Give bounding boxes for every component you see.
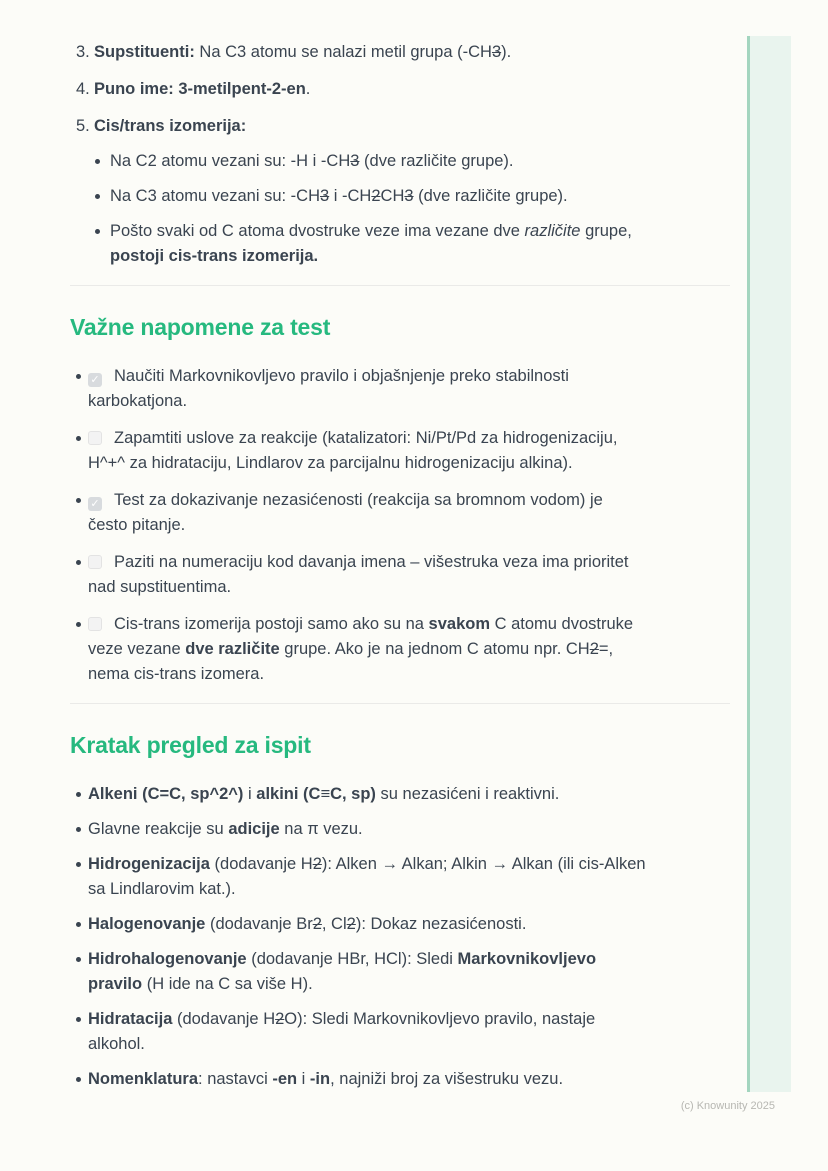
summary-item [76, 1007, 730, 1057]
section-divider [70, 703, 730, 704]
checklist-item [76, 612, 730, 687]
text-segment: 3 [320, 187, 330, 205]
item-text [94, 114, 730, 269]
sub-bullet-item [94, 149, 730, 174]
text-segment: -en [272, 1070, 298, 1088]
bullet-dot [76, 817, 88, 842]
text-segment: 2 [312, 915, 322, 933]
checklist-item [76, 364, 730, 414]
item-text [94, 77, 730, 102]
numbered-list [70, 40, 730, 269]
item-text [110, 219, 730, 269]
text-segment: Cis/trans izomerija: [94, 117, 247, 135]
item-text [88, 817, 730, 842]
text-segment: 3 [491, 43, 502, 61]
item-text [88, 612, 730, 687]
text-segment: nad supstituentima. [88, 578, 232, 596]
text-segment: Hidrogenizacija [88, 855, 210, 873]
sub-bullet-item [94, 184, 730, 209]
text-segment: (dodavanje H [172, 1010, 276, 1028]
footer-copyright: (c) Knowunity 2025 [680, 1100, 775, 1112]
text-segment: karbokatjona. [88, 392, 188, 410]
text-segment: ): Dokaz nezasićenosti. [355, 915, 527, 933]
summary-bullet-list [70, 782, 730, 1092]
bullet-dot [76, 852, 88, 902]
document-content [70, 40, 730, 1102]
text-segment: =, [598, 640, 614, 658]
text-segment: nema cis-trans izomera. [88, 665, 265, 683]
text-segment: na π vezu. [279, 820, 363, 838]
text-segment: Pošto svaki od C atoma dvostruke veze ima vezane dve [110, 222, 525, 240]
text-segment: alkohol. [88, 1035, 145, 1053]
item-number: 5. [76, 117, 90, 135]
text-segment: Test za dokazivanje nezasićenosti (reakcija sa bromnom vodom) je [114, 491, 603, 509]
item-text [88, 426, 730, 476]
text-segment: ): Alken → Alkan; Alkin → Alkan (ili cis-Alken [321, 855, 646, 873]
text-segment: Zapamtiti uslove za reakcije (katalizatori: Ni/Pt/Pd za hidrogenizaciju, [114, 429, 618, 447]
text-segment: grupe. Ako je na jednom C atomu npr. CH [279, 640, 590, 658]
text-segment: i [297, 1070, 310, 1088]
task-checkbox[interactable] [88, 431, 102, 445]
bullet-dot [76, 1067, 88, 1092]
bullet-dot [76, 426, 88, 476]
text-segment: Na C3 atomu se nalazi metil grupa (-CH [194, 43, 492, 61]
numbered-item [76, 40, 730, 65]
text-segment: 2 [589, 640, 599, 658]
numbered-item [76, 114, 730, 269]
text-segment: Cis-trans izomerija postoji samo ako su na [114, 615, 429, 633]
summary-item [76, 912, 730, 937]
bullet-dot [76, 1007, 88, 1057]
text-segment: Hidrohalogenovanje [88, 950, 247, 968]
text-segment: Supstituenti: [94, 43, 195, 61]
summary-item [76, 852, 730, 902]
item-number: 4. [76, 80, 90, 98]
item-text [88, 488, 730, 538]
text-segment: adicije [228, 820, 280, 838]
text-segment: su nezasićeni i reaktivni. [375, 785, 560, 803]
text-segment: , Cl [321, 915, 347, 933]
text-segment: ). [501, 43, 512, 61]
text-segment: Glavne reakcije su [88, 820, 229, 838]
checklist [70, 364, 730, 687]
bullet-dot [76, 912, 88, 937]
text-segment: 3 [404, 187, 414, 205]
text-segment: i -CH [329, 187, 372, 205]
checklist-item [76, 550, 730, 600]
text-segment: CH [380, 187, 405, 205]
text-segment: (dve različite grupe). [413, 187, 568, 205]
text-segment: (dodavanje Br [205, 915, 313, 933]
task-checkbox[interactable] [88, 555, 102, 569]
bullet-dot [94, 184, 110, 209]
item-text [88, 852, 730, 902]
task-checkbox[interactable]: ✓ [88, 373, 102, 387]
text-segment: svakom [428, 615, 491, 633]
text-segment: grupe, [580, 222, 632, 240]
summary-item [76, 1067, 730, 1092]
sub-bullet-item [94, 219, 730, 269]
text-segment: 2 [371, 187, 381, 205]
text-segment: Na C2 atomu vezani su: -H i -CH [110, 152, 351, 170]
text-segment: i [243, 785, 257, 803]
text-segment: (H ide na C sa više H). [142, 975, 313, 993]
item-text [94, 40, 730, 65]
bullet-dot [76, 550, 88, 600]
bullet-dot [94, 219, 110, 269]
text-segment: O): Sledi Markovnikovljevo pravilo, nastaje [284, 1010, 596, 1028]
bullet-dot [76, 364, 88, 414]
bullet-dot [76, 612, 88, 687]
section-divider [70, 285, 730, 286]
bullet-dot [76, 488, 88, 538]
item-text [88, 364, 730, 414]
checklist-item [76, 488, 730, 538]
numbered-item [76, 77, 730, 102]
text-segment: C atomu dvostruke [490, 615, 634, 633]
item-text [88, 782, 730, 807]
text-segment: pravilo [88, 975, 143, 993]
text-segment: -in [309, 1070, 331, 1088]
text-segment: dve različite [185, 640, 280, 658]
bullet-dot [94, 149, 110, 174]
item-text [110, 149, 730, 174]
text-segment: 2 [312, 855, 322, 873]
page-accent-stripe [747, 36, 791, 1092]
item-text [88, 550, 730, 600]
text-segment: : nastavci [198, 1070, 273, 1088]
text-segment: 2 [346, 915, 356, 933]
text-segment: Paziti na numeraciju kod davanja imena – višestruka veza ima prioritet [114, 553, 629, 571]
item-text [88, 1007, 730, 1057]
text-segment: Nomenklatura [88, 1070, 199, 1088]
item-number: 3. [76, 43, 90, 61]
text-segment: Markovnikovljevo [457, 950, 597, 968]
text-segment: često pitanje. [88, 516, 186, 534]
text-segment: veze vezane [88, 640, 186, 658]
text-segment: , najniži broj za višestruku vezu. [330, 1070, 564, 1088]
text-segment: postoji cis-trans izomerija. [110, 247, 319, 265]
text-segment: (dve različite grupe). [359, 152, 514, 170]
text-segment: Alkeni (C=C, sp^2^) [88, 785, 244, 803]
task-checkbox[interactable]: ✓ [88, 497, 102, 511]
summary-item [76, 947, 730, 997]
text-segment: H^+^ za hidrataciju, Lindlarov za parcijalnu hidrogenizaciju alkina). [88, 454, 573, 472]
text-segment: Naučiti Markovnikovljevo pravilo i objašnjenje preko stabilnosti [114, 367, 569, 385]
item-text [88, 912, 730, 937]
text-segment: različite [524, 222, 581, 240]
checklist-item [76, 426, 730, 476]
item-text [88, 947, 730, 997]
text-segment: (dodavanje HBr, HCl): Sledi [246, 950, 458, 968]
text-segment: 3 [350, 152, 360, 170]
item-text [88, 1067, 730, 1092]
text-segment: (dodavanje H [209, 855, 313, 873]
bullet-dot [76, 782, 88, 807]
section-title-kratak-pregled: Kratak pregled za ispit [70, 732, 311, 758]
text-segment: Puno ime: 3-metilpent-2-en [94, 80, 306, 98]
text-segment: Na C3 atomu vezani su: -CH [110, 187, 320, 205]
text-segment: Hidratacija [88, 1010, 173, 1028]
summary-item [76, 782, 730, 807]
section-title-vazne-napomene: Važne napomene za test [70, 314, 331, 340]
bullet-dot [76, 947, 88, 997]
task-checkbox[interactable] [88, 617, 102, 631]
text-segment: alkini (C≡C, sp) [256, 785, 376, 803]
text-segment: Halogenovanje [88, 915, 206, 933]
sub-bullet-list [94, 149, 730, 269]
text-segment: 2 [275, 1010, 285, 1028]
item-text [110, 184, 730, 209]
summary-item [76, 817, 730, 842]
text-segment: . [305, 80, 311, 98]
text-segment: sa Lindlarovim kat.). [88, 880, 236, 898]
